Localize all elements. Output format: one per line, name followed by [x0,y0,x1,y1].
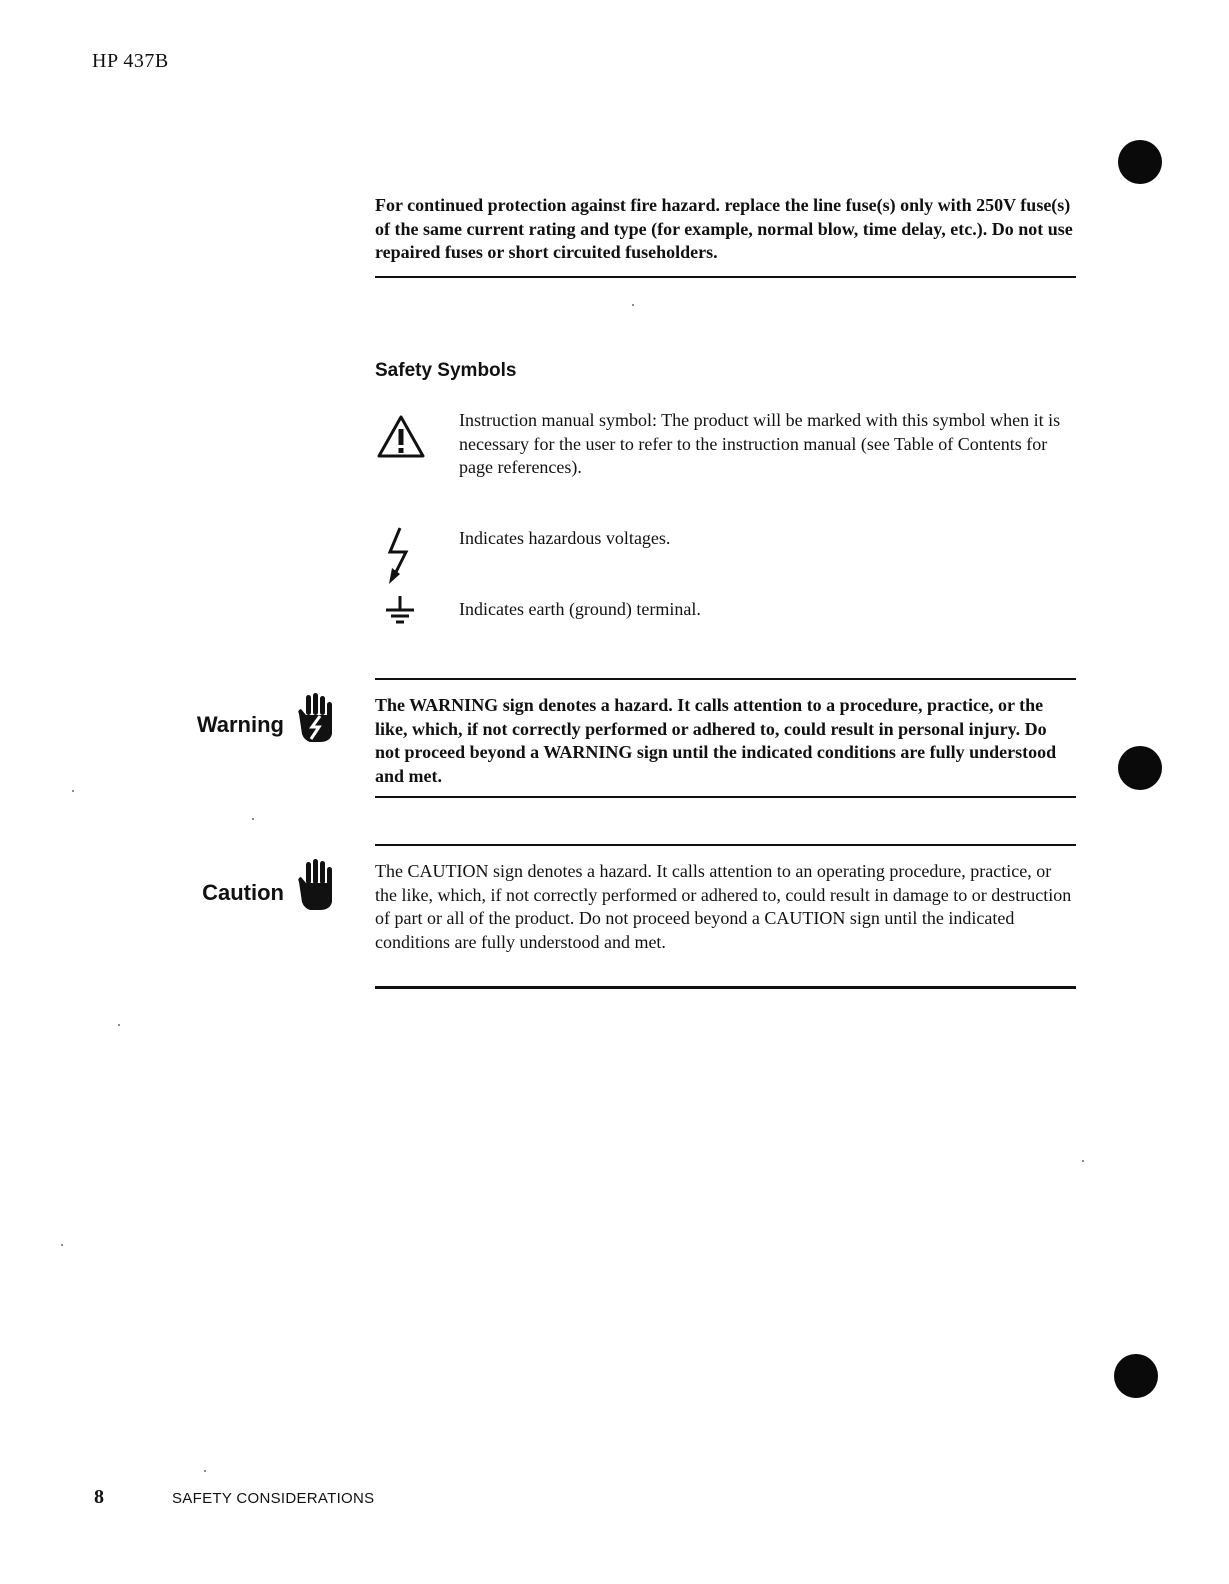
lightning-bolt-icon [386,526,412,586]
punch-hole [1118,140,1162,184]
divider [375,844,1076,846]
divider [375,796,1076,798]
warning-label: Warning [196,712,284,737]
symbol-description: Indicates earth (ground) terminal. [459,599,701,619]
page-header-model: HP 437B [92,50,169,72]
warning-text: The WARNING sign denotes a hazard. It calls attention to a procedure, practice, or the like, which, if not correctly performed or adhered to, could result in personal injury. Do not proceed beyond a WARNING sign until the indicated conditions are fully understood and met. [375,695,1057,786]
punch-hole [1118,746,1162,790]
divider [375,276,1076,278]
divider [375,986,1076,989]
symbol-description: Instruction manual symbol: The product will be marked with this symbol when it is necessary for the user to refer to the instruction manual (see Table of Contents for page references). [459,410,1061,477]
page-number: 8 [94,1486,104,1508]
scan-speck [252,818,254,820]
punch-hole [1114,1354,1158,1398]
hand-stop-icon [296,858,336,912]
earth-ground-icon [384,594,416,628]
warning-triangle-icon [376,414,426,460]
footer-section-title: SAFETY CONSIDERATIONS [172,1490,375,1507]
divider [375,678,1076,680]
scan-speck [204,1470,206,1472]
hand-lightning-icon [296,692,336,744]
scan-speck [118,1024,120,1026]
scan-speck [632,304,634,306]
scan-speck [1082,1160,1084,1162]
scan-speck [72,790,74,792]
scan-speck [61,1244,63,1246]
section-heading: Safety Symbols [375,360,517,381]
caution-text: The CAUTION sign denotes a hazard. It calls attention to an operating procedure, practice, or the like, which, if not correctly performed or adhered to, could result in damage to or destruction of part or all of the product. Do not proceed beyond a CAUTION sign until the indicated conditions are fully understood and met. [375,861,1072,952]
fuse-warning-text: For continued protection against fire hazard. replace the line fuse(s) only with 250V fuse(s) of the same current rating and type (for example, normal blow, time delay, etc.). Do not use repaired fuses or short circuited fuseholders. [375,195,1073,262]
symbol-description: Indicates hazardous voltages. [459,528,671,548]
caution-label: Caution [202,880,284,905]
